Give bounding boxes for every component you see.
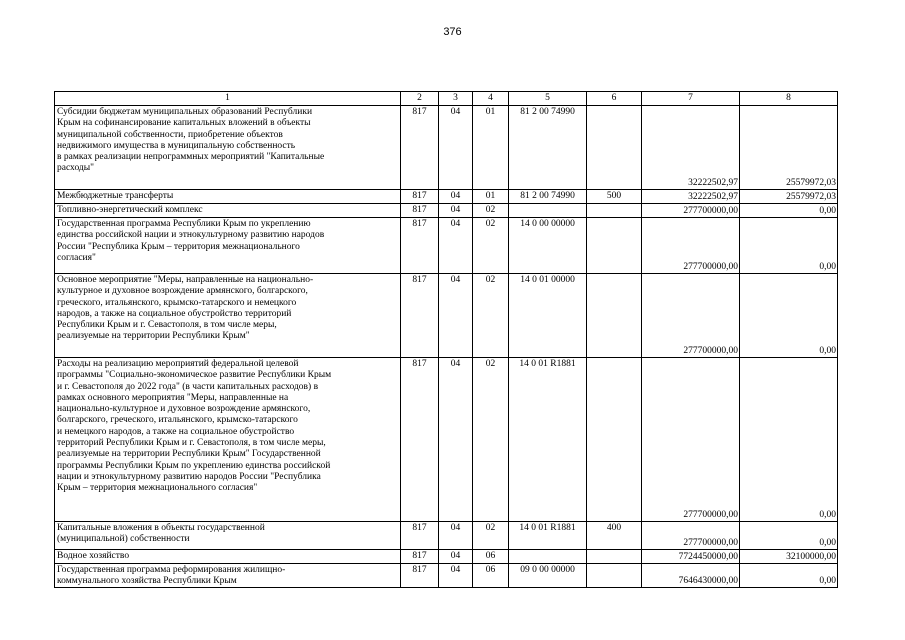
row-8-expense-type: [586, 549, 641, 563]
header-cell-2: 2: [400, 91, 438, 105]
row-9-section: 04: [438, 563, 472, 588]
row-5-section: 04: [438, 273, 472, 357]
row-6-subsection: 02: [472, 357, 508, 521]
row-4-amount-2: 0,00: [739, 217, 838, 273]
header-cell-8: 8: [739, 91, 838, 105]
row-4-ministry: 817: [400, 217, 438, 273]
row-6-target-article: 14 0 01 R1881: [508, 357, 586, 521]
row-9-subsection: 06: [472, 563, 508, 588]
row-8-amount-1: 7724450000,00: [641, 549, 739, 563]
row-9-amount-1: 7646430000,00: [641, 563, 739, 588]
row-9-description: Государственная программа реформирования жилищно- коммунального хозяйства Республики Крым: [54, 563, 400, 588]
row-3-target-article: [508, 203, 586, 217]
row-6-amount-1: 277700000,00: [641, 357, 739, 521]
row-4-description: Государственная программа Республики Крым по укреплению единства российской нации и этнокультурному развитию народов России "Республика Крым – территория межнационального согласия": [54, 217, 400, 273]
row-8-subsection: 06: [472, 549, 508, 563]
row-1-target-article: 81 2 00 74990: [508, 105, 586, 189]
row-8-target-article: [508, 549, 586, 563]
row-5-description: Основное мероприятие "Меры, направленные на национально- культурное и духовное возрождение армянского, болгарского, греческого, итальянского, крымско-татарского и немецкого народов, а также на социальное обустройство территорий Республики Крым и г. Севастополя, в том числе меры, реализуемые на территории Республики Крым": [54, 273, 400, 357]
row-5-expense-type: [586, 273, 641, 357]
row-3-expense-type: [586, 203, 641, 217]
row-4-target-article: 14 0 00 00000: [508, 217, 586, 273]
row-3-amount-1: 277700000,00: [641, 203, 739, 217]
row-5-ministry: 817: [400, 273, 438, 357]
row-5-amount-1: 277700000,00: [641, 273, 739, 357]
row-8-description: Водное хозяйство: [54, 549, 400, 563]
row-7-description: Капитальные вложения в объекты государственной (муниципальной) собственности: [54, 521, 400, 549]
row-7-target-article: 14 0 01 R1881: [508, 521, 586, 549]
row-2-amount-1: 32222502,97: [641, 189, 739, 203]
page-number: 376: [443, 26, 462, 38]
row-4-amount-1: 277700000,00: [641, 217, 739, 273]
row-6-expense-type: [586, 357, 641, 521]
row-1-expense-type: [586, 105, 641, 189]
row-7-amount-2: 0,00: [739, 521, 838, 549]
row-7-amount-1: 277700000,00: [641, 521, 739, 549]
row-3-section: 04: [438, 203, 472, 217]
row-9-amount-2: 0,00: [739, 563, 838, 588]
header-cell-4: 4: [472, 91, 508, 105]
row-9-target-article: 09 0 00 00000: [508, 563, 586, 588]
header-cell-3: 3: [438, 91, 472, 105]
row-2-ministry: 817: [400, 189, 438, 203]
row-5-amount-2: 0,00: [739, 273, 838, 357]
row-1-ministry: 817: [400, 105, 438, 189]
row-4-subsection: 02: [472, 217, 508, 273]
row-5-target-article: 14 0 01 00000: [508, 273, 586, 357]
header-cell-7: 7: [641, 91, 739, 105]
row-7-expense-type: 400: [586, 521, 641, 549]
row-8-amount-2: 32100000,00: [739, 549, 838, 563]
row-6-ministry: 817: [400, 357, 438, 521]
row-2-target-article: 81 2 00 74990: [508, 189, 586, 203]
row-2-expense-type: 500: [586, 189, 641, 203]
row-6-amount-2: 0,00: [739, 357, 838, 521]
row-6-description: Расходы на реализацию мероприятий федеральной целевой программы "Социально-экономическое развитие Республики Крым и г. Севастополя до 2022 года" (в части капитальных расходов) в рамках основного мероприятия "Меры, направленные на национально-культурное и духовное возрождение армянского, болгарского, греческого, итальянского, крымско-татарского и немецкого народов, а также на социальное обустройство территорий Республики Крым и г. Севастополя, в том числе меры, реализуемые на территории Республики Крым" Государственной программы Республики Крым по укреплению единства российской нации и этнокультурному развитию народов России "Республика Крым – территория межнационального согласия": [54, 357, 400, 521]
row-5-subsection: 02: [472, 273, 508, 357]
row-2-section: 04: [438, 189, 472, 203]
row-8-section: 04: [438, 549, 472, 563]
row-2-subsection: 01: [472, 189, 508, 203]
row-3-amount-2: 0,00: [739, 203, 838, 217]
row-9-expense-type: [586, 563, 641, 588]
budget-table: [54, 91, 838, 588]
row-2-description: Межбюджетные трансферты: [54, 189, 400, 203]
row-1-section: 04: [438, 105, 472, 189]
header-cell-1: 1: [54, 91, 400, 105]
row-1-description: Субсидии бюджетам муниципальных образований Республики Крым на софинансирование капитальных вложений в объекты муниципальной собственности, приобретение объектов недвижимого имущества в муниципальную собственность в рамках реализации непрограммных мероприятий "Капитальные расходы": [54, 105, 400, 189]
row-4-expense-type: [586, 217, 641, 273]
row-1-amount-2: 25579972,03: [739, 105, 838, 189]
row-7-subsection: 02: [472, 521, 508, 549]
row-8-ministry: 817: [400, 549, 438, 563]
row-1-subsection: 01: [472, 105, 508, 189]
header-cell-5: 5: [508, 91, 586, 105]
row-4-section: 04: [438, 217, 472, 273]
row-2-amount-2: 25579972,03: [739, 189, 838, 203]
row-3-ministry: 817: [400, 203, 438, 217]
row-3-description: Топливно-энергетический комплекс: [54, 203, 400, 217]
row-9-ministry: 817: [400, 563, 438, 588]
row-7-ministry: 817: [400, 521, 438, 549]
row-3-subsection: 02: [472, 203, 508, 217]
row-6-section: 04: [438, 357, 472, 521]
row-7-section: 04: [438, 521, 472, 549]
row-1-amount-1: 32222502,97: [641, 105, 739, 189]
header-cell-6: 6: [586, 91, 641, 105]
